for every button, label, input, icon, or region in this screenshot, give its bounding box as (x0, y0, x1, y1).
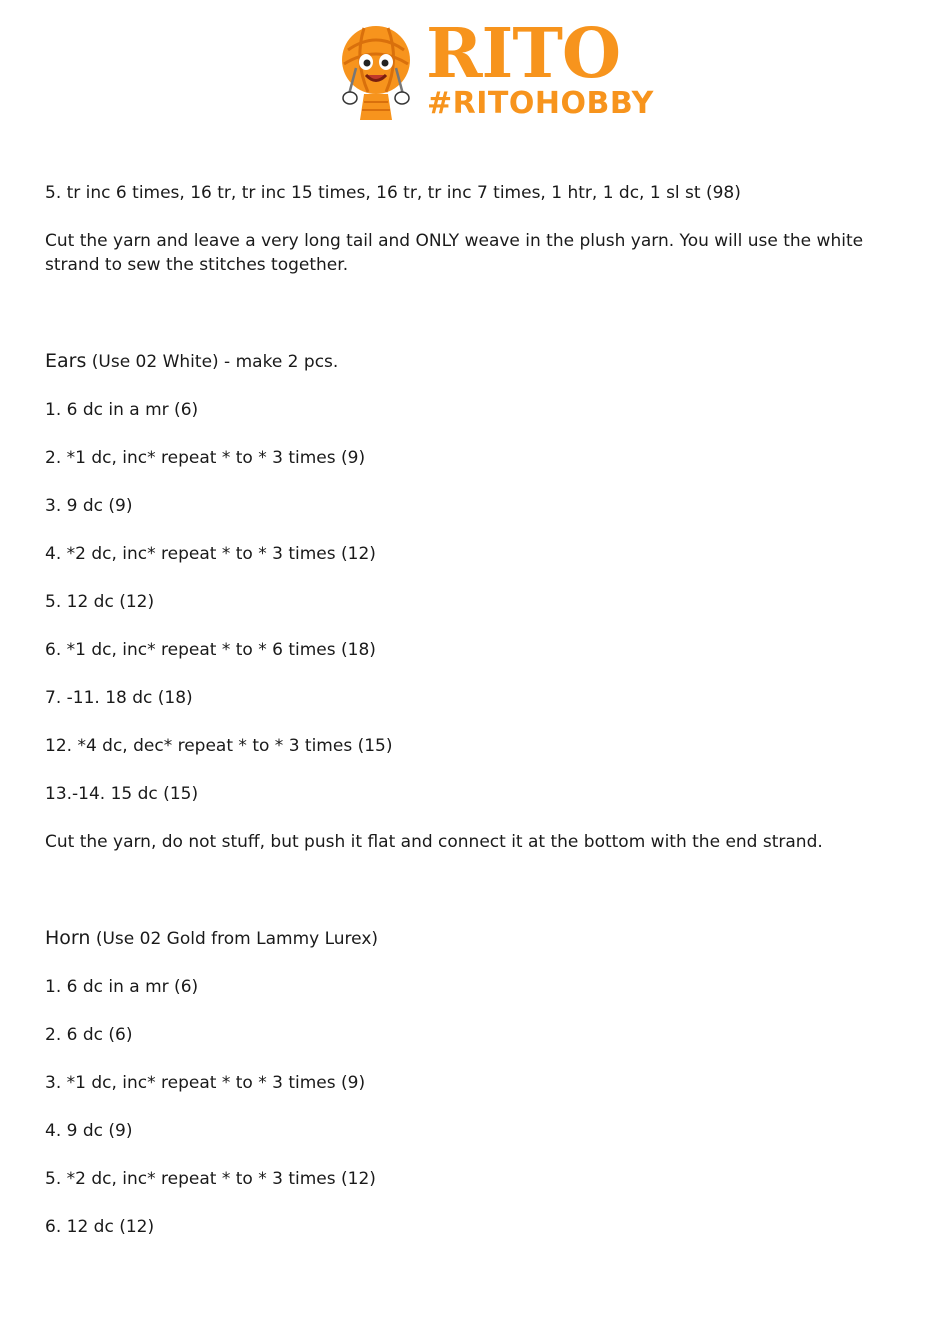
horn-row: 3. *1 dc, inc* repeat * to * 3 times (9) (45, 1073, 366, 1093)
ears-row: 3. 9 dc (9) (45, 496, 133, 516)
pattern-content (45, 181, 905, 1263)
horn-heading (45, 926, 905, 951)
ears-row: 12. *4 dc, dec* repeat * to * 3 times (15) (45, 736, 393, 756)
intro-row-5: 5. tr inc 6 times, 16 tr, tr inc 15 times, 16 tr, tr inc 7 times, 1 htr, 1 dc, 1 sl st (98) (45, 183, 741, 203)
ears-row: 2. *1 dc, inc* repeat * to * 3 times (9) (45, 448, 366, 468)
ears-row: 6. *1 dc, inc* repeat * to * 6 times (18) (45, 640, 376, 660)
ears-row: 13.-14. 15 dc (15) (45, 784, 199, 804)
ears-note: Cut the yarn, do not stuff, but push it flat and connect it at the bottom with the end strand. (45, 832, 823, 852)
horn-row: 1. 6 dc in a mr (6) (45, 977, 199, 997)
section-spacer (45, 301, 905, 349)
horn-row: 6. 12 dc (12) (45, 1217, 155, 1237)
section-spacer (45, 878, 905, 926)
horn-subtitle: (Use 02 Gold from Lammy Lurex) (90, 929, 379, 949)
ears-row: 1. 6 dc in a mr (6) (45, 400, 199, 420)
horn-row: 4. 9 dc (9) (45, 1121, 133, 1141)
ears-row: 5. 12 dc (12) (45, 592, 155, 612)
ears-row: 7. -11. 18 dc (18) (45, 688, 193, 708)
horn-title: Horn (45, 927, 91, 949)
brand-tagline: #RITOHOBBY (427, 86, 654, 121)
ears-heading (45, 349, 905, 374)
horn-row: 5. *2 dc, inc* repeat * to * 3 times (12) (45, 1169, 376, 1189)
intro-note: Cut the yarn and leave a very long tail and ONLY weave in the plush yarn. You will use the white strand to sew the stitches together. (45, 231, 869, 275)
yarn-ball-mascot-icon (334, 20, 418, 123)
brand-name: RITO (426, 14, 621, 94)
ears-subtitle: (Use 02 White) - make 2 pcs. (86, 352, 339, 372)
horn-row: 2. 6 dc (6) (45, 1025, 133, 1045)
rito-logo (334, 14, 654, 125)
ears-row: 4. *2 dc, inc* repeat * to * 3 times (12) (45, 544, 376, 564)
ears-title: Ears (45, 350, 87, 372)
